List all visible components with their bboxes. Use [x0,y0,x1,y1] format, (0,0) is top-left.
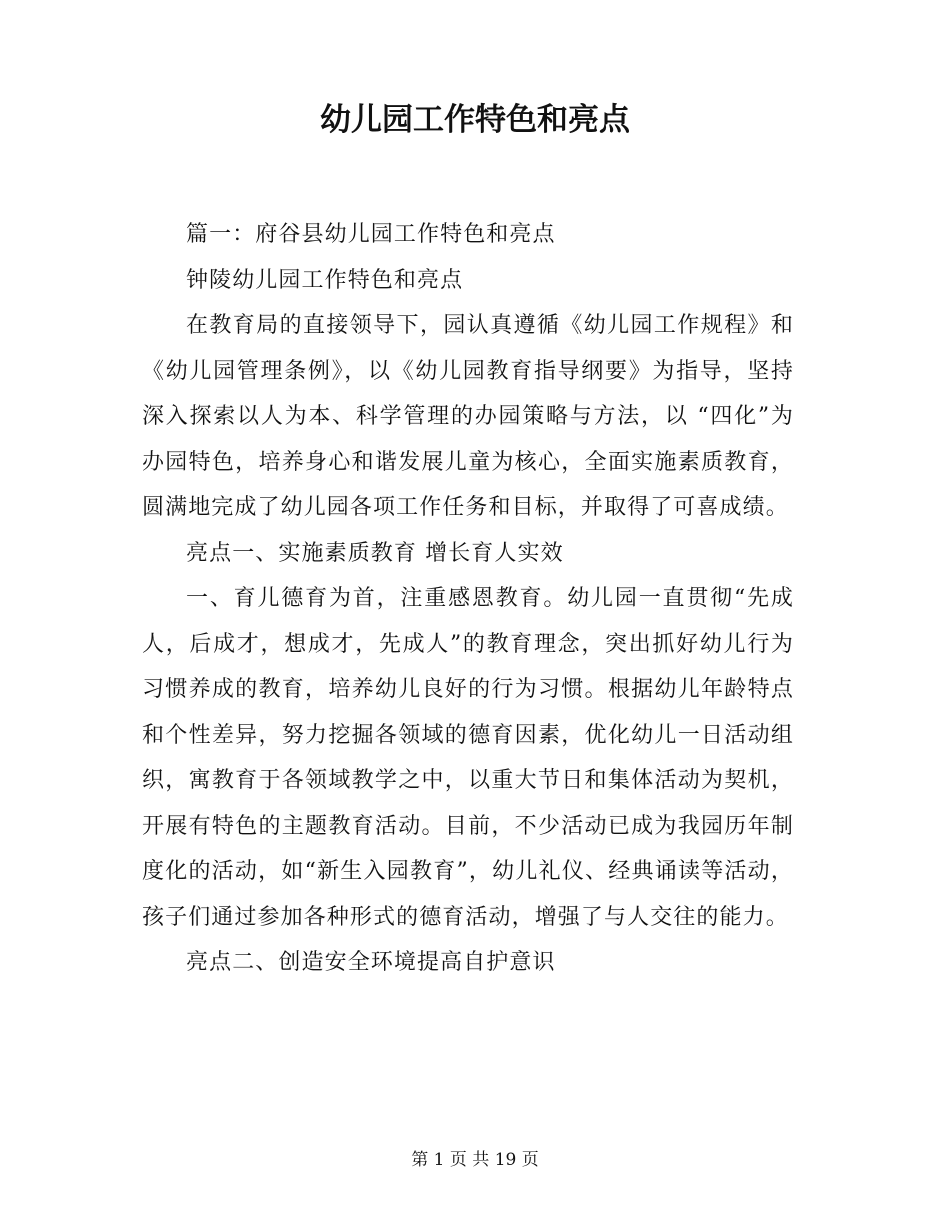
paragraph-section-heading: 篇一：府谷县幼儿园工作特色和亮点 [186,222,556,247]
document-title: 幼儿园工作特色和亮点 [320,102,630,138]
page-number-footer: 第 1 页 共 19 页 [411,1150,539,1170]
paragraph-moral-education: 一、育儿德育为首，注重感恩教育。幼儿园一直贯彻“先成人，后成才，想成才，先成人”的教育理念，突出抓好幼儿行为习惯养成的教育，培养幼儿良好的行为习惯。根据幼儿年龄特点和个性差异，努力挖掘各领域的德育因素，优化幼儿一日活动组织，寓教育于各领域教学之中，以重大节日和集体活动为契机，开展有特色的主题教育活动。目前，不少活动已成为我园历年制度化的活动，如“新生入园教育”，幼儿礼仪、经典诵读等活动，孩子们通过参加各种形式的德育活动，增强了与人交往的能力。 [142,586,794,930]
paragraph-highlight-two-heading: 亮点二、创造安全环境提高自护意识 [186,950,556,975]
paragraph-intro: 在教育局的直接领导下，园认真遵循《幼儿园工作规程》和《幼儿园管理条例》，以《幼儿园教育指导纲要》为指导，坚持深入探索以人为本、科学管理的办园策略与方法，以 “四化”为办园特色，培养身心和谐发展儿童为核心，全面实施素质教育，圆满地完成了幼儿园各项工作任务和目标，并取得了可喜成绩。 [142,313,794,520]
document-body [142,212,794,986]
paragraph-subtitle: 钟陵幼儿园工作特色和亮点 [186,267,464,293]
paragraph-highlight-one-heading: 亮点一、实施素质教育 增长育人实效 [186,540,564,566]
